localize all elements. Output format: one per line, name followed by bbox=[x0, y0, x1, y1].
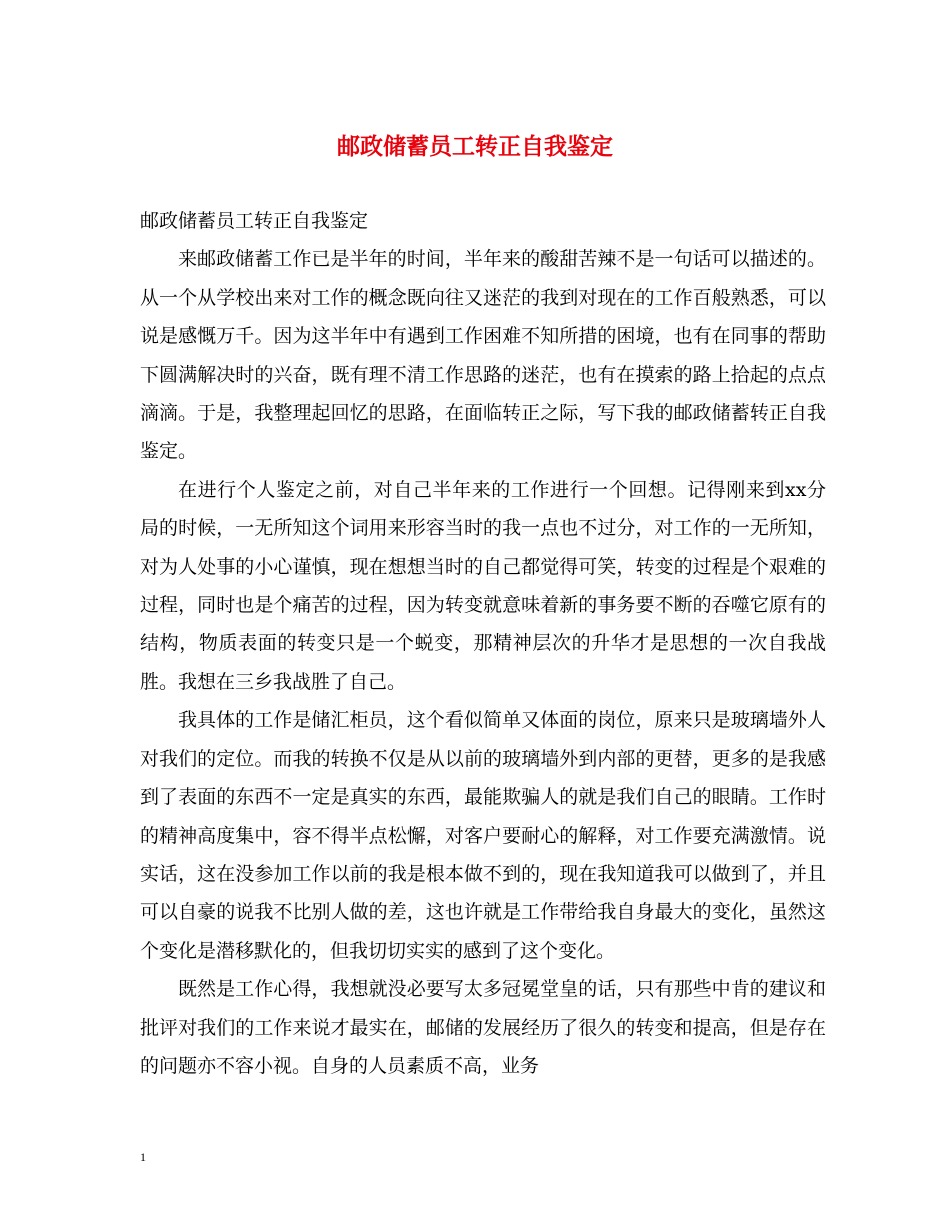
paragraph-4: 既然是工作心得，我想就没必要写太多冠冕堂皇的话，只有那些中肯的建议和批评对我们的工作来说才最实在，邮储的发展经历了很久的转变和提高，但是存在的问题亦不容小视。自身的人员素质不高，业务 bbox=[140, 978, 826, 1077]
page-number: 1 bbox=[140, 1150, 146, 1164]
paragraph-3: 我具体的工作是储汇柜员，这个看似简单又体面的岗位，原来只是玻璃墙外人对我们的定位。而我的转换不仅是从以前的玻璃墙外到内部的更替，更多的是我感到了表面的东西不一定是真实的东西，最能欺骗人的就是我们自己的眼睛。工作时的精神高度集中，容不得半点松懈，对客户要耐心的解释，对工作要充满激情。说实话，这在没参加工作以前的我是根本做不到的，现在我知道我可以做到了，并且可以自豪的说我不比别人做的差，这也许就是工作带给我自身最大的变化，虽然这个变化是潜移默化的，但我切切实实的感到了这个变化。 bbox=[140, 709, 826, 962]
document-subtitle: 邮政储蓄员工转正自我鉴定 bbox=[140, 210, 369, 232]
paragraph-2: 在进行个人鉴定之前，对自己半年来的工作进行一个回想。记得刚来到xx分局的时候，一无所知这个词用来形容当时的我一点也不过分，对工作的一无所知，对为人处事的小心谨慎，现在想想当时的自己都觉得可笑，转变的过程是个艰难的过程，同时也是个痛苦的过程，因为转变就意味着新的事务要不断的吞噬它原有的结构，物质表面的转变只是一个蜕变，那精神层次的升华才是思想的一次自我战胜。我想在三乡我战胜了自己。 bbox=[140, 478, 826, 693]
document-title: 邮政储蓄员工转正自我鉴定 bbox=[337, 133, 613, 160]
paragraph-1: 来邮政储蓄工作已是半年的时间，半年来的酸甜苦辣不是一句话可以描述的。从一个从学校出来对工作的概念既向往又迷茫的我到对现在的工作百般熟悉，可以说是感慨万千。因为这半年中有遇到工作困难不知所措的困境，也有在同事的帮助下圆满解决时的兴奋，既有理不清工作思路的迷茫，也有在摸索的路上拾起的点点滴滴。于是，我整理起回忆的思路，在面临转正之际，写下我的邮政储蓄转正自我鉴定。 bbox=[140, 248, 826, 463]
document-body bbox=[140, 202, 826, 1085]
